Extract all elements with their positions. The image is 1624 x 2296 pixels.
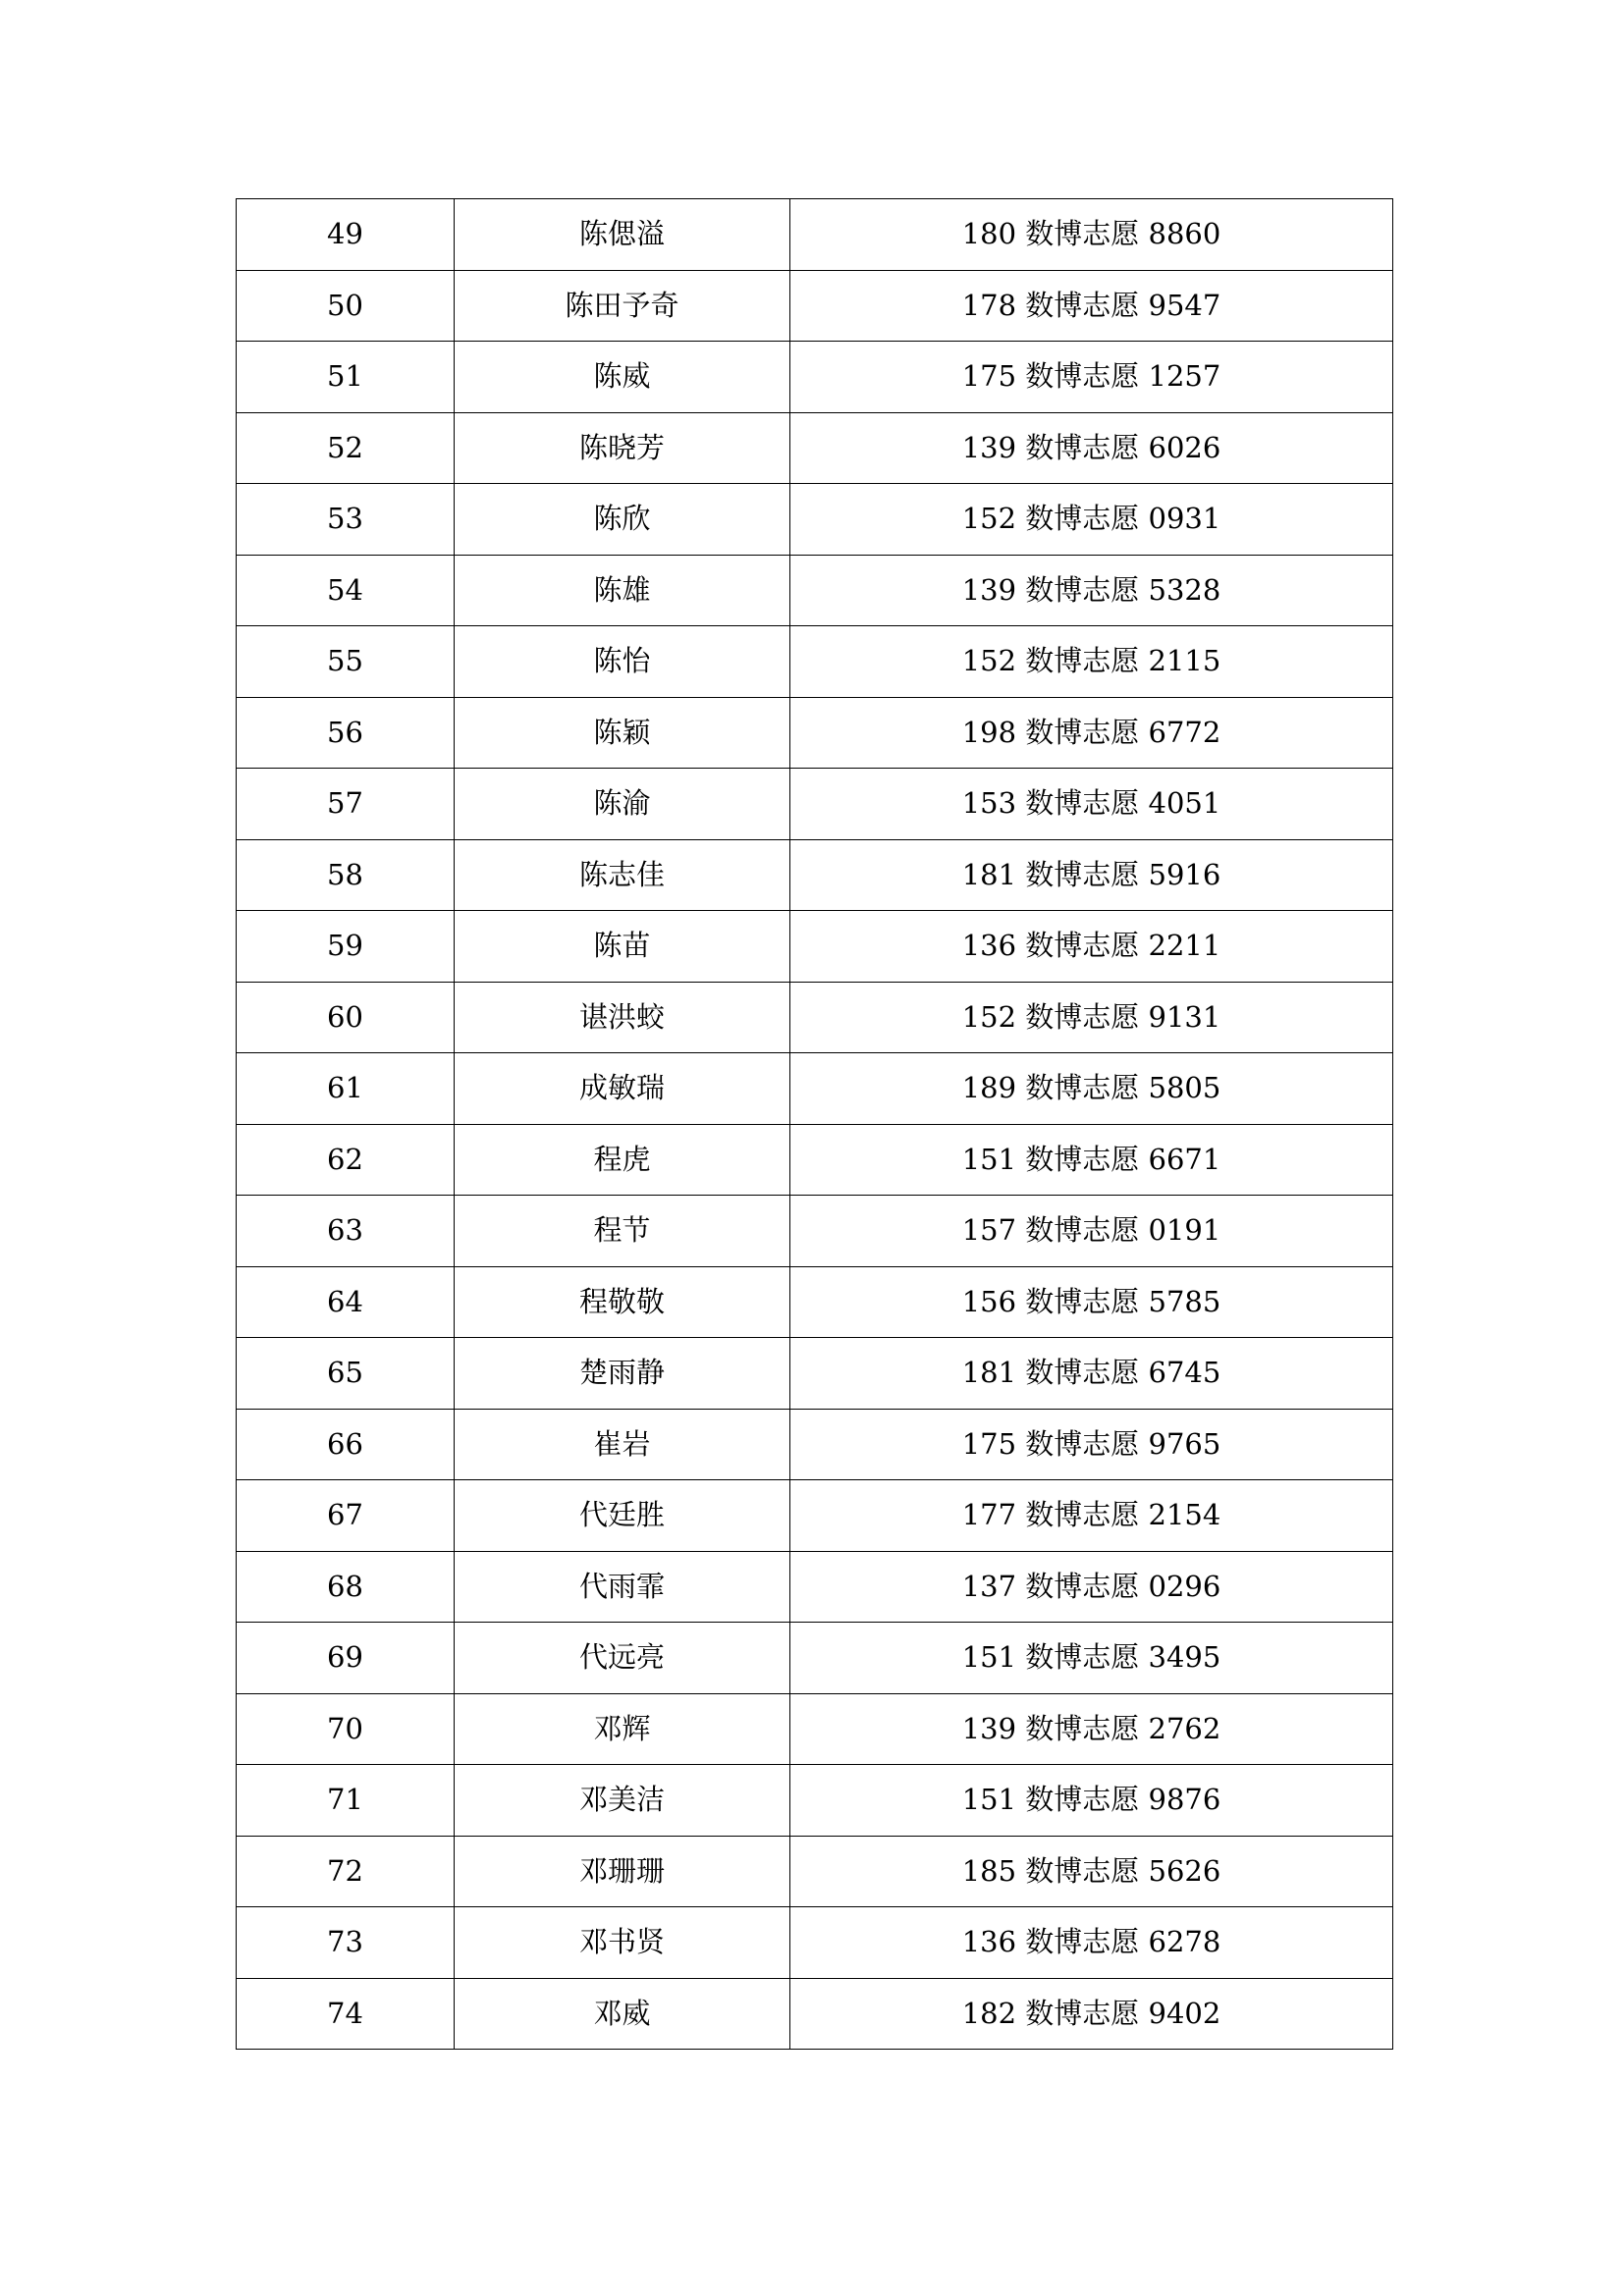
table-row [237, 1480, 1393, 1552]
row-name-cell: 谌洪蛟 [455, 982, 790, 1053]
row-index-cell: 60 [237, 982, 455, 1053]
row-name-cell: 陈偲溢 [455, 199, 790, 271]
row-index-cell: 66 [237, 1409, 455, 1480]
row-index-cell: 67 [237, 1480, 455, 1552]
table-row [237, 555, 1393, 626]
row-name-cell: 陈晓芳 [455, 412, 790, 484]
table-row [237, 1907, 1393, 1979]
table-row [237, 626, 1393, 698]
row-index-cell: 53 [237, 484, 455, 556]
row-name-cell: 陈怡 [455, 626, 790, 698]
row-phone-cell: 175 数博志愿 1257 [790, 342, 1393, 413]
table-row [237, 1338, 1393, 1410]
row-phone-cell: 139 数博志愿 5328 [790, 555, 1393, 626]
table-row [237, 484, 1393, 556]
table-row [237, 1266, 1393, 1338]
row-index-cell: 73 [237, 1907, 455, 1979]
table-row [237, 1693, 1393, 1765]
row-name-cell: 成敏瑞 [455, 1053, 790, 1125]
row-name-cell: 程节 [455, 1196, 790, 1267]
volunteer-table [236, 198, 1393, 2050]
row-phone-cell: 178 数博志愿 9547 [790, 270, 1393, 342]
table-row [237, 1623, 1393, 1694]
row-phone-cell: 189 数博志愿 5805 [790, 1053, 1393, 1125]
table-row [237, 199, 1393, 271]
table-row [237, 1836, 1393, 1907]
row-phone-cell: 181 数博志愿 5916 [790, 839, 1393, 911]
row-name-cell: 程虎 [455, 1124, 790, 1196]
table-row [237, 697, 1393, 769]
row-name-cell: 代远亮 [455, 1623, 790, 1694]
row-name-cell: 陈志佳 [455, 839, 790, 911]
row-phone-cell: 182 数博志愿 9402 [790, 1978, 1393, 2050]
row-name-cell: 代雨霏 [455, 1551, 790, 1623]
row-phone-cell: 152 数博志愿 2115 [790, 626, 1393, 698]
row-index-cell: 68 [237, 1551, 455, 1623]
row-name-cell: 陈威 [455, 342, 790, 413]
row-name-cell: 代廷胜 [455, 1480, 790, 1552]
table-row [237, 342, 1393, 413]
row-index-cell: 65 [237, 1338, 455, 1410]
table-row [237, 1409, 1393, 1480]
row-phone-cell: 151 数博志愿 3495 [790, 1623, 1393, 1694]
row-phone-cell: 157 数博志愿 0191 [790, 1196, 1393, 1267]
row-name-cell: 陈雄 [455, 555, 790, 626]
row-index-cell: 70 [237, 1693, 455, 1765]
row-index-cell: 62 [237, 1124, 455, 1196]
row-index-cell: 58 [237, 839, 455, 911]
row-phone-cell: 139 数博志愿 6026 [790, 412, 1393, 484]
table-row [237, 1196, 1393, 1267]
row-phone-cell: 137 数博志愿 0296 [790, 1551, 1393, 1623]
row-phone-cell: 153 数博志愿 4051 [790, 769, 1393, 840]
table-row [237, 982, 1393, 1053]
table-row [237, 1978, 1393, 2050]
row-name-cell: 邓美洁 [455, 1765, 790, 1837]
row-name-cell: 崔岩 [455, 1409, 790, 1480]
table-row [237, 769, 1393, 840]
row-name-cell: 邓珊珊 [455, 1836, 790, 1907]
row-phone-cell: 177 数博志愿 2154 [790, 1480, 1393, 1552]
row-index-cell: 59 [237, 911, 455, 983]
row-index-cell: 71 [237, 1765, 455, 1837]
row-phone-cell: 156 数博志愿 5785 [790, 1266, 1393, 1338]
row-index-cell: 50 [237, 270, 455, 342]
table-row [237, 839, 1393, 911]
row-index-cell: 72 [237, 1836, 455, 1907]
row-phone-cell: 136 数博志愿 6278 [790, 1907, 1393, 1979]
row-phone-cell: 198 数博志愿 6772 [790, 697, 1393, 769]
row-index-cell: 74 [237, 1978, 455, 2050]
row-phone-cell: 175 数博志愿 9765 [790, 1409, 1393, 1480]
volunteer-table-body [237, 199, 1393, 2050]
row-phone-cell: 185 数博志愿 5626 [790, 1836, 1393, 1907]
row-phone-cell: 181 数博志愿 6745 [790, 1338, 1393, 1410]
row-name-cell: 楚雨静 [455, 1338, 790, 1410]
row-phone-cell: 151 数博志愿 6671 [790, 1124, 1393, 1196]
row-phone-cell: 136 数博志愿 2211 [790, 911, 1393, 983]
row-index-cell: 52 [237, 412, 455, 484]
row-index-cell: 63 [237, 1196, 455, 1267]
row-name-cell: 陈苗 [455, 911, 790, 983]
table-row [237, 1053, 1393, 1125]
row-index-cell: 57 [237, 769, 455, 840]
row-index-cell: 69 [237, 1623, 455, 1694]
row-index-cell: 49 [237, 199, 455, 271]
row-name-cell: 程敬敬 [455, 1266, 790, 1338]
row-name-cell: 陈田予奇 [455, 270, 790, 342]
table-row [237, 1765, 1393, 1837]
row-phone-cell: 152 数博志愿 9131 [790, 982, 1393, 1053]
row-index-cell: 64 [237, 1266, 455, 1338]
row-phone-cell: 139 数博志愿 2762 [790, 1693, 1393, 1765]
row-phone-cell: 152 数博志愿 0931 [790, 484, 1393, 556]
row-index-cell: 54 [237, 555, 455, 626]
table-row [237, 911, 1393, 983]
row-index-cell: 55 [237, 626, 455, 698]
row-index-cell: 51 [237, 342, 455, 413]
row-index-cell: 61 [237, 1053, 455, 1125]
row-name-cell: 陈颖 [455, 697, 790, 769]
row-index-cell: 56 [237, 697, 455, 769]
row-name-cell: 邓辉 [455, 1693, 790, 1765]
row-phone-cell: 151 数博志愿 9876 [790, 1765, 1393, 1837]
table-row [237, 1551, 1393, 1623]
table-row [237, 1124, 1393, 1196]
table-row [237, 412, 1393, 484]
row-name-cell: 邓威 [455, 1978, 790, 2050]
table-row [237, 270, 1393, 342]
row-phone-cell: 180 数博志愿 8860 [790, 199, 1393, 271]
row-name-cell: 陈欣 [455, 484, 790, 556]
row-name-cell: 陈渝 [455, 769, 790, 840]
row-name-cell: 邓书贤 [455, 1907, 790, 1979]
